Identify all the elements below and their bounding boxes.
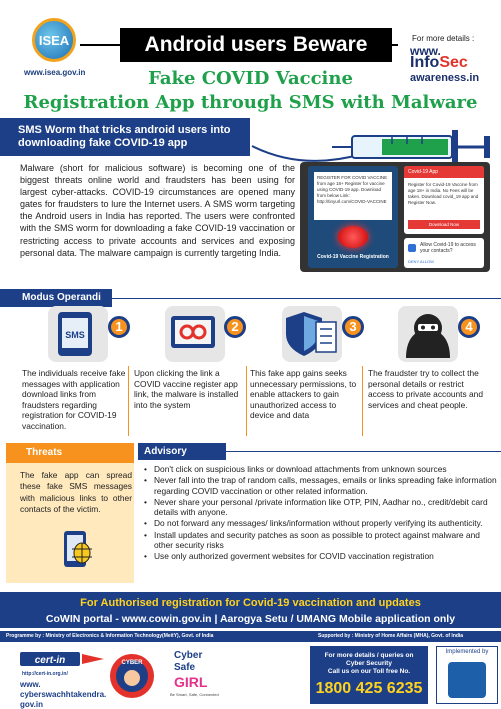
step-3-image (282, 306, 342, 362)
cdac-logo (448, 662, 486, 698)
step-2-text: Upon clicking the link a COVID vaccine register app link, the malware is installed into the system (134, 368, 239, 410)
threats-header (6, 443, 134, 463)
step-4-image (398, 306, 458, 362)
cyber-logo-text: CYBER (121, 660, 143, 666)
advisory-item: • Don't click on suspicious links or download attachments from unknown sources (142, 464, 497, 475)
infosec-brand-awareness: awareness.in (410, 72, 480, 84)
permission-dialog (404, 238, 484, 268)
title-bar (120, 28, 392, 62)
phone-app-screen (404, 166, 484, 234)
registration-line-1: For Authorised registration for Covid-19 vaccination and updates (80, 597, 421, 609)
contact-line-2: Cyber Security (346, 660, 392, 667)
infosec-brand-sec: Sec (439, 54, 468, 71)
advisory-item: • Never fall into the trap of random calls, messages, emails or links spreading fake information regarding COVID vaccination or other related information. (142, 475, 497, 496)
sms-phone-icon (48, 306, 108, 362)
phone-caption: Covid-19 Vaccine Registration (317, 254, 389, 260)
contact-line-1: For more details / queries on (324, 652, 414, 659)
modus-operandi-label: Modus Operandi (22, 292, 101, 303)
step-1-image (48, 306, 108, 362)
modus-operandi-rule (112, 298, 501, 299)
step-1-number: 1 (108, 316, 130, 338)
step-4-text: The fraudster try to collect the personal details or restrict access to private accounts and services and cheat people. (368, 368, 483, 410)
advisory-item: • Do not forward any messages/ links/information without properly verifying its authenticity. (142, 518, 497, 529)
step-3-number: 3 (342, 316, 364, 338)
supported-by: Supported by : Ministry of Home Affairs (MHA), Govt. of India (318, 633, 464, 639)
step-4-number: 4 (458, 316, 480, 338)
isea-url[interactable]: www.isea.gov.in (24, 68, 86, 77)
sms-worm-label: SMS Worm that tricks android users into downloading fake COVID-19 app (18, 124, 231, 149)
advisory-item: • Install updates and security patches as soon as possible to protect against malware and other security risks (142, 530, 497, 551)
download-now-button: Download Now (408, 220, 480, 229)
advisory-rule (226, 451, 501, 452)
cyber-safe-girl-word-1: Cyber (174, 650, 203, 661)
headline-line-2: Registration App through SMS with Malware (23, 92, 478, 113)
step-1-text: The individuals receive fake messages with application download links from fraudsters regarding registration for COVID-19 vaccination. (22, 368, 126, 431)
permission-text: Allow Covid-19 to access your contacts? (420, 242, 476, 254)
advisory-label: Advisory (144, 446, 187, 457)
sms-message: REGISTER FOR COVID VACCINE from age 18+ Register for vaccine using COVID-19 app. Download from below Link: http://tinyurl.com/COVID-VACCINE (314, 172, 392, 220)
advisory-item: • Never share your personal /private information like OTP, PIN, Aadhar no., credit/debit card details with anyone. (142, 497, 497, 518)
modus-operandi-band (0, 289, 112, 307)
virus-icon (338, 226, 368, 248)
threats-text: The fake app can spread these fake SMS messages with malicious links to other contacts of the victim. (20, 470, 132, 515)
step-divider (246, 366, 247, 436)
bug-phone-icon (60, 527, 94, 571)
phone-mockups (300, 162, 490, 272)
programme-by: Programme by : Ministry of Electronics & Information Technology(MeitY), Govt. of India (6, 633, 214, 639)
more-details-label: For more details : (412, 34, 475, 43)
headline-line-1: Fake COVID Vaccine (148, 68, 353, 89)
permission-buttons: DENY ALLOW (408, 259, 434, 264)
infosec-brand-www: www. (410, 44, 441, 58)
isea-logo (32, 18, 76, 62)
step-divider (362, 366, 363, 436)
step-2-image (165, 306, 225, 362)
hacker-icon (398, 306, 458, 362)
contacts-icon (408, 244, 416, 252)
step-divider (128, 366, 129, 436)
step-3-text: This fake app gains seeks unnecessary permissions, to enable attackers to gain unauthorized access to device and data (250, 368, 357, 421)
step-2-number: 2 (224, 316, 246, 338)
cyber-safe-girl-word-2: Safe (174, 662, 196, 673)
app-title: Covid-19 App (404, 166, 484, 178)
toll-free-number[interactable]: 1800 425 6235 (315, 680, 423, 697)
cyber-swachhta-kendra-url[interactable]: www. cyberswachhtakendra. gov.in (20, 680, 107, 709)
implemented-by-label: Implemented by (445, 649, 489, 655)
shield-checklist-icon (282, 306, 342, 362)
app-body: Register for Covid-19 Vaccine from age 18+ in India. No Fees will be taken. Download covid_19 app and Register Now. (408, 182, 479, 205)
advisory-header (138, 443, 226, 460)
sms-worm-band (0, 118, 250, 156)
cyber-dost-logo (108, 650, 156, 702)
cert-in-url[interactable]: http://cert-in.org.in/ (22, 671, 68, 677)
cert-in-logo-text: cert-in (34, 655, 66, 666)
cyber-safe-girl-word-3: GIRL (174, 674, 208, 690)
malicious-link-icon (165, 306, 225, 362)
advisory-item: • Use only authorized goverment websites for COVID vaccination registration (142, 551, 497, 562)
page-title: Android users Beware (144, 33, 368, 56)
contact-line-3: Call us on our Toll free No. (327, 668, 411, 675)
registration-line-2[interactable]: CoWIN portal - www.cowin.gov.in | Aarogya Setu / UMANG Mobile application only (45, 613, 456, 625)
advisory-list (142, 464, 497, 562)
threats-label: Threats (26, 447, 63, 458)
intro-body: Malware (short for malicious software) is becoming one of the biggest threats online world and fraudsters has been using for largest cyber-attacks. COVID-19 circumstances are opened many gates for fraudsters to lure the Internet users. A SMS worm targeting the Android users in India has reported. The users were confronted with the SMS worm for downloading a fake COVID-19 vaccination or restricting access to private accounts and services and exposing personal data. The malware campaign is currently targeting India. (20, 163, 295, 258)
sms-icon-text: SMS (65, 330, 85, 340)
phone-sms-screen (308, 166, 398, 268)
isea-logo-text: ISEA (38, 33, 70, 48)
cert-in-logo (20, 650, 106, 668)
cyber-safe-girl-tagline: Be Smart, Safe, Connected (170, 692, 219, 697)
infosec-brand-info: Info (410, 54, 440, 71)
